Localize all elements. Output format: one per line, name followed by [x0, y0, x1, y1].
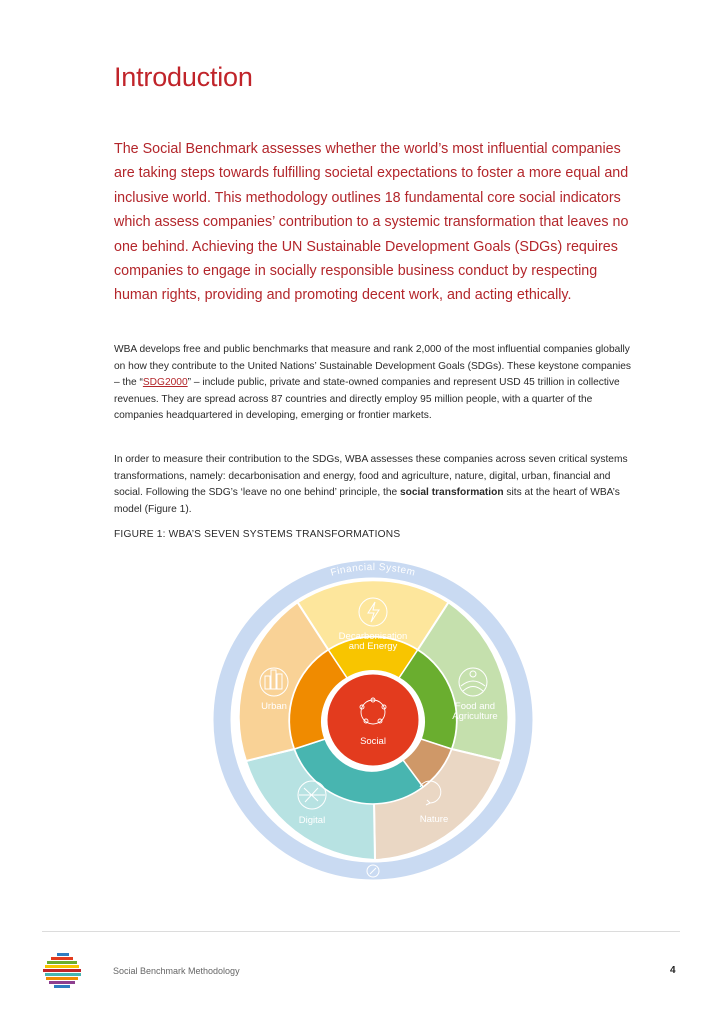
wba-logo [43, 953, 83, 991]
food-label-line1: Food and [454, 701, 496, 712]
footer-divider [42, 931, 680, 932]
social-label: Social [360, 736, 386, 747]
paragraph-text: In order to measure their contribution to the SDGs, WBA assesses these companies across seven critical systems transformations, namely: decarbonisation and energy, food and agriculture, nature, digital, urban, financial and social. Following the SDG’s ‘leave no one behind’ principle, the [114, 454, 628, 499]
paragraph-text: WBA develops free and public benchmarks that measure and rank 2,000 of the most influential companies globally on how they contribute to the United Nations’ Sustainable Development Goals (SDGs). These keystone companies – the “ [114, 344, 632, 389]
paragraph-text: ” – include public, private and state-owned companies and represent USD 45 trillion in collective revenues. They are spread across 87 countries and directly employ 95 million people, with a quarter of the companies headquartered in developing, emerging or frontier markets. [114, 377, 620, 422]
page-number: 4 [670, 965, 676, 976]
urban-label: Urban [261, 701, 287, 712]
digital-label: Digital [298, 815, 326, 826]
bold-phrase: social transformation [399, 487, 504, 499]
intro-paragraph: The Social Benchmark assesses whether the world’s most influential companies are taking steps towards fulfilling societal expectations to foster a more equal and inclusive world. This methodology outlines 18 fundamental core social indicators which assess companies’ contribution to a systemic transformation that leaves no one behind. Achieving the UN Sustainable Development Goals (SDGs) requires companies to engage in socially responsible business conduct by respecting human rights, providing and promoting decent work, and acting ethically. [114, 141, 629, 304]
page-title: Introduction [114, 62, 253, 92]
body-paragraph-2 [114, 452, 634, 518]
footer-title: Social Benchmark Methodology [113, 966, 240, 976]
body-paragraph-1 [114, 342, 634, 425]
financial-system-label: Financial System [329, 561, 417, 579]
systems-transformation-diagram [208, 555, 538, 885]
figure-caption: FIGURE 1: WBA’S SEVEN SYSTEMS TRANSFORMATIONS [114, 529, 401, 540]
sdg2000-link[interactable]: SDG2000 [142, 377, 188, 389]
paragraph-text: sits at the heart of WBA’s model (Figure 1). [114, 487, 620, 515]
social-center [326, 673, 420, 767]
decarb-label-line1: Decarbonisation [338, 631, 408, 642]
diagram-svg [208, 555, 538, 885]
nature-label: Nature [419, 814, 449, 825]
food-label-line2: Agriculture [452, 711, 498, 722]
decarb-label-line2: and Energy [348, 641, 398, 652]
